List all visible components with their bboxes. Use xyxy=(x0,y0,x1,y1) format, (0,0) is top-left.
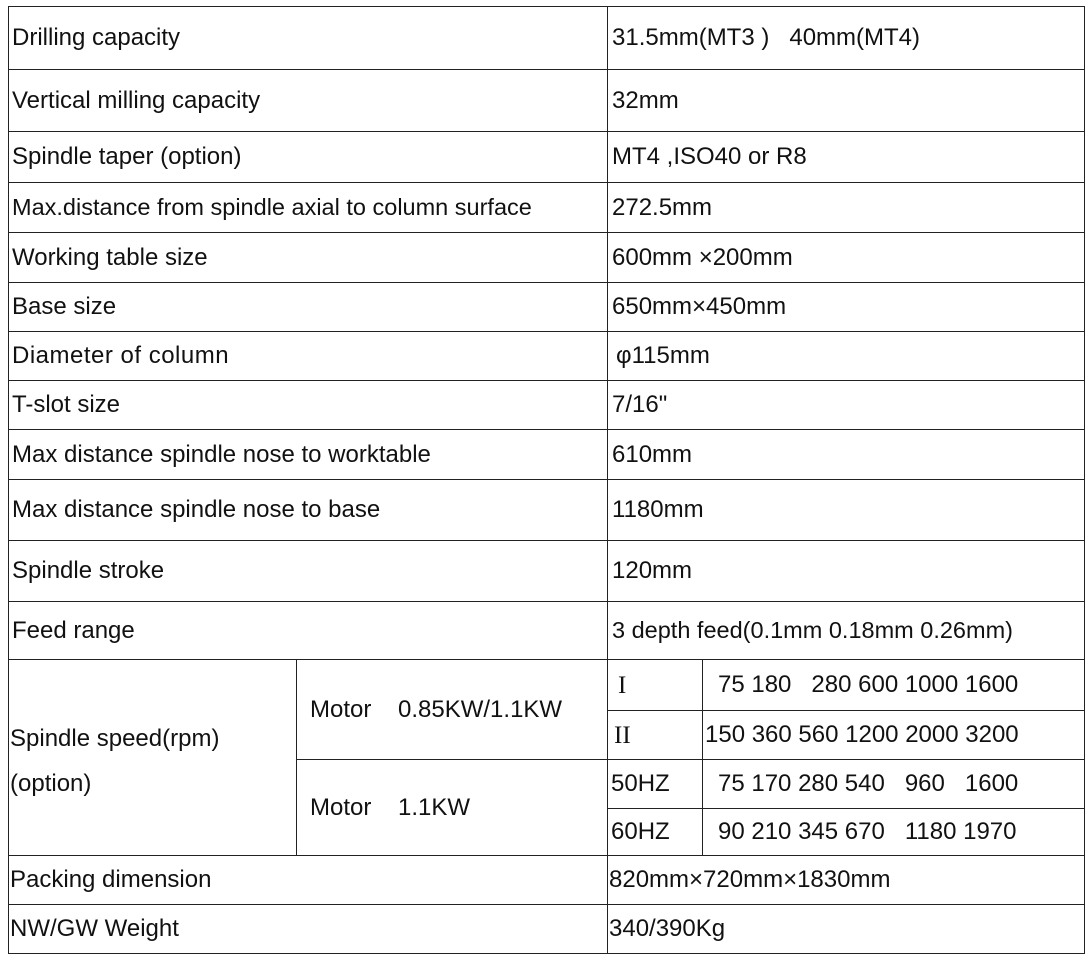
gear-1-label: I xyxy=(618,671,627,699)
spindle-speed-label: Spindle speed(rpm) xyxy=(10,725,220,752)
diameter-of-column-label: Diameter of column xyxy=(12,342,230,369)
motor-1-label: Motor 0.85KW/1.1KW xyxy=(310,695,563,723)
max-distance-to-worktable-label: Max distance spindle nose to worktable xyxy=(12,440,431,468)
base-size-label: Base size xyxy=(12,293,117,320)
row-divider xyxy=(8,282,1085,283)
feed-range-label: Feed range xyxy=(12,616,135,644)
table-border-right xyxy=(1084,6,1085,954)
gear-2-speeds: 150 360 560 1200 2000 3200 xyxy=(705,721,1019,748)
base-size-value: 650mm×450mm xyxy=(612,293,787,320)
vertical-milling-capacity-value: 32mm xyxy=(612,86,679,114)
freq-60hz-speeds: 90 210 345 670 1180 1970 xyxy=(718,818,1017,845)
weight-label: NW/GW Weight xyxy=(10,915,179,942)
t-slot-size-value: 7/16" xyxy=(612,391,668,418)
freq-60hz-label: 60HZ xyxy=(611,818,670,845)
spindle-speed-option-label: (option) xyxy=(10,770,92,797)
working-table-size-value: 600mm ×200mm xyxy=(612,243,793,271)
gear-1-speeds: 75 180 280 600 1000 1600 xyxy=(718,671,1019,698)
t-slot-size-label: T-slot size xyxy=(12,391,121,418)
packing-dimension-value: 820mm×720mm×1830mm xyxy=(609,866,891,893)
weight-value: 340/390Kg xyxy=(609,915,726,942)
freq-50hz-speeds: 75 170 280 540 960 1600 xyxy=(718,770,1019,797)
feed-range-value: 3 depth feed(0.1mm 0.18mm 0.26mm) xyxy=(612,616,1013,643)
max-distance-spindle-axial-label: Max.distance from spindle axial to column surface xyxy=(12,193,532,220)
working-table-size-label: Working table size xyxy=(12,243,208,271)
packing-dimension-label: Packing dimension xyxy=(10,866,212,893)
column-divider xyxy=(296,659,297,856)
max-distance-to-base-label: Max distance spindle nose to base xyxy=(12,496,381,523)
table-border-left xyxy=(8,6,9,954)
spindle-stroke-label: Spindle stroke xyxy=(12,557,165,584)
max-distance-spindle-axial-value: 272.5mm xyxy=(612,193,713,221)
spindle-taper-value: MT4 ,ISO40 or R8 xyxy=(612,143,807,170)
spindle-taper-label: Spindle taper (option) xyxy=(12,143,242,170)
max-distance-to-worktable-value: 610mm xyxy=(612,440,693,468)
max-distance-to-base-value: 1180mm xyxy=(612,496,704,523)
spindle-stroke-value: 120mm xyxy=(612,557,693,584)
drilling-capacity-value: 31.5mm(MT3 ) 40mm(MT4) xyxy=(612,24,921,51)
row-divider xyxy=(8,540,1085,541)
freq-50hz-label: 50HZ xyxy=(611,770,670,797)
column-divider xyxy=(702,659,703,856)
motor-2-label: Motor 1.1KW xyxy=(310,793,471,821)
vertical-milling-capacity-label: Vertical milling capacity xyxy=(12,86,261,114)
row-divider xyxy=(8,380,1085,381)
diameter-of-column-value: φ115mm xyxy=(616,342,710,369)
gear-2-label: II xyxy=(614,721,631,749)
column-divider xyxy=(607,6,608,954)
table-border-bottom xyxy=(8,953,1085,954)
drilling-capacity-label: Drilling capacity xyxy=(12,24,181,51)
